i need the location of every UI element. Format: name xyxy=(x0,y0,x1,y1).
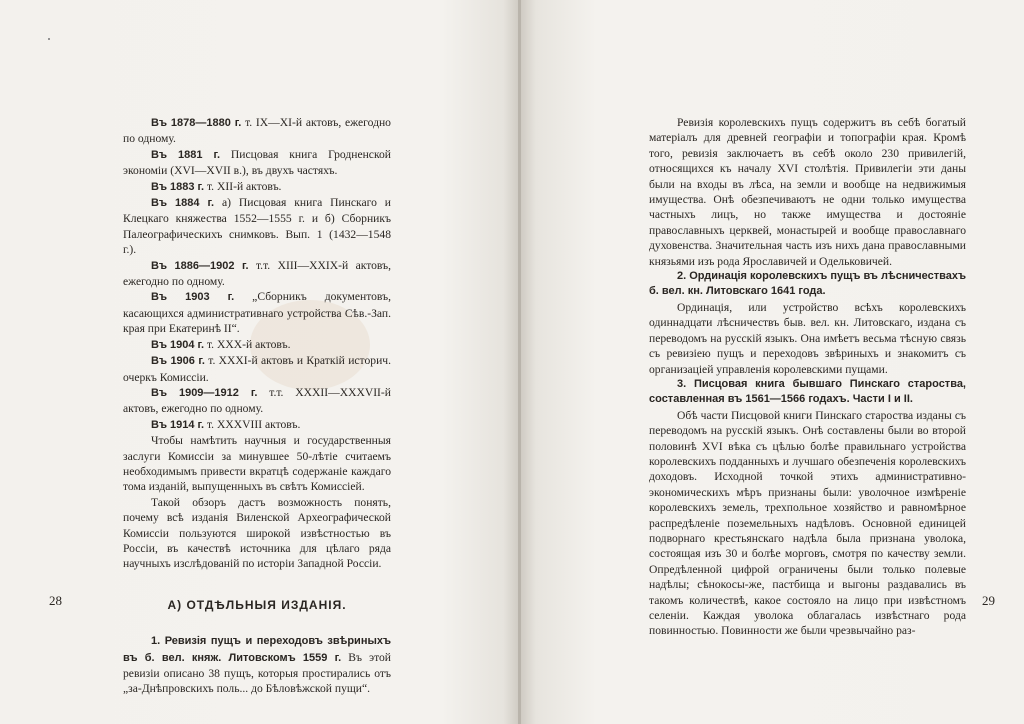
entry-description: т. XII-й актовъ. xyxy=(204,179,282,193)
entry-year: Въ 1906 г. xyxy=(151,355,205,368)
item-3-text: Обѣ части Писцовой книги Пинскаго староства изданы съ переводомъ на русскій языкъ. Онѣ составлены были во второй половинѣ XVI вѣка съ цѣлью болѣе правильнаго устройства королевскихъ подданныхъ и лучшаго обезпеченія королевскихъ доходовъ. Исходной точкой этихъ административно-экономическихъ мѣръ признаны были: уволочное измѣреніе королевскихъ земель, трехпольное хозяйство и равномѣрное распредѣленіе поземельныхъ надѣловъ. Основной единицей подворнаго крестьянскаго надѣла была признана уволока, состоящая изъ 30 и болѣе морговъ, смотря по качеству земли. Опредѣленной цифрой ограничены были только полевые надѣлы; сѣнокосы-же, пастбища и выгоны раздавались въ такомъ количествѣ, какое состояло на лицо при извѣстномъ селеніи. Каждая уволока облагалась извѣстнаго рода повинностью. Повинности же были чрезвычайно раз- xyxy=(649,408,966,638)
publication-entry xyxy=(123,179,391,195)
item-2-title: 2. Ординація королевскихъ пущъ въ лѣсничествахъ б. вел. кн. Литовскаго 1641 года. xyxy=(649,270,966,298)
revision-paragraph: Ревизія королевскихъ пущъ содержитъ въ себѣ богатый матеріалъ для древней географіи и топографіи края. Кромѣ того, ревизія заключаетъ въ себѣ около 230 привилегій, относящихся къ началу XVI столѣтія. Привилегіи эти даны были на входы въ лѣса, на земли и вообще на недвижимыя имущества. Онѣ обезпечиваютъ не одни только имущества частныхъ лицъ, но также имущества и достояніе православныхъ церквей, монастырей и вообще православнаго духовенства. Значительная часть изъ нихъ дана православными князьями изъ рода Ярославичей и Одельковичей. xyxy=(649,116,966,268)
item-1-text: Въ этой ревизіи описано 38 пущъ, которыя простирались отъ „за-Днѣпровскихъ поль... до Бѣловѣжской пущи“. xyxy=(123,650,392,696)
publication-list xyxy=(123,115,391,433)
publication-entry xyxy=(123,258,391,290)
entry-year: Въ 1914 г. xyxy=(151,418,205,431)
item-2-text: Ординація, или устройство всѣхъ королевскихъ одиннадцати лѣсничествъ быв. вел. кн. Литовскаго, издана съ переводомъ на русскій языкъ. Она имѣетъ весьма тѣсную связь съ ревизіею пущъ и переходовъ звѣриныхъ и знакомитъ съ организаціей управленія королевскими пущами. xyxy=(649,300,966,376)
entry-year: Въ 1884 г. xyxy=(151,197,215,210)
right-page xyxy=(521,0,1024,724)
paper-speck xyxy=(48,38,50,40)
page-number-right: 29 xyxy=(982,593,995,608)
item-1-title: 1. Ревизія пущъ и переходовъ звѣриныхъ въ б. вел. княж. Литовскомъ 1559 г. xyxy=(123,635,391,664)
page-number-left: 28 xyxy=(49,593,62,608)
left-text-column xyxy=(123,115,391,697)
entry-year: Въ 1909—1912 г. xyxy=(151,386,258,399)
publication-entry xyxy=(123,289,391,336)
section-heading: А) ОТДѢЛЬНЫЯ ИЗДАНІЯ. xyxy=(167,597,347,612)
entry-description: т. IX—XI-й актовъ, ежегодно по одному. xyxy=(123,116,391,146)
right-text-column xyxy=(649,115,966,639)
intro-paragraph: Чтобы намѣтить научныя и государственныя заслуги Комиссіи за минувшее 50-лѣтіе считаемъ необходимымъ привести вкратцѣ содержаніе каждаго тома изданій, выпущенныхъ въ свѣтъ Комиссіей. xyxy=(123,434,391,494)
entry-description: а) Писцовая книга Пинскаго и Клецкаго княжества 1552—1555 г. и б) Сборникъ Палеографическихъ снимковъ. Вып. 1 (1432—1548 г.). xyxy=(123,196,391,257)
publication-entry xyxy=(123,147,391,179)
entry-description: Писцовая книга Гродненской экономіи (XVI—XVII в.), въ двухъ частяхъ. xyxy=(123,147,391,178)
item-1-paragraph xyxy=(123,633,391,697)
publication-entry xyxy=(123,337,391,353)
entry-description: т. XXX-й актовъ. xyxy=(204,337,291,351)
overview-paragraph: Такой обзоръ дастъ возможность понять, почему всѣ изданія Виленской Археографической Комиссіи пользуются широкой извѣстностью въ Россіи, въ качествѣ источника для цѣлаго ряда научныхъ изслѣдованій по исторіи Западной Россіи. xyxy=(123,495,391,571)
publication-entry xyxy=(123,385,391,417)
entry-description: т.т. XIII—XXIX-й актовъ, ежегодно по одному. xyxy=(123,258,391,289)
entry-description: т.т. XXXII—XXXVII-й актовъ, ежегодно по одному. xyxy=(123,385,391,416)
publication-entry xyxy=(123,195,391,258)
entry-year: Въ 1881 г. xyxy=(151,148,221,161)
publication-entry xyxy=(123,353,391,385)
entry-description: „Сборникъ документовъ, касающихся административнаго устройства Сѣв.-Зап. края при Екатеринѣ II“. xyxy=(123,290,391,336)
entry-year: Въ 1904 г. xyxy=(151,338,205,351)
entry-year: Въ 1886—1902 г. xyxy=(151,259,249,272)
publication-entry xyxy=(123,115,391,147)
entry-description: т. XXXI-й актовъ и Краткій историч. очеркъ Комиссіи. xyxy=(123,354,391,384)
entry-year: Въ 1903 г. xyxy=(151,291,235,304)
entry-year: Въ 1883 г. xyxy=(151,180,205,193)
entry-year: Въ 1878—1880 г. xyxy=(151,117,242,129)
publication-entry xyxy=(123,417,391,433)
entry-description: т. XXXVIII актовъ. xyxy=(204,417,301,431)
item-3-title: 3. Писцовая книга бывшаго Пинскаго староства, составленная въ 1561—1566 годахъ. Части I и II. xyxy=(649,377,966,406)
